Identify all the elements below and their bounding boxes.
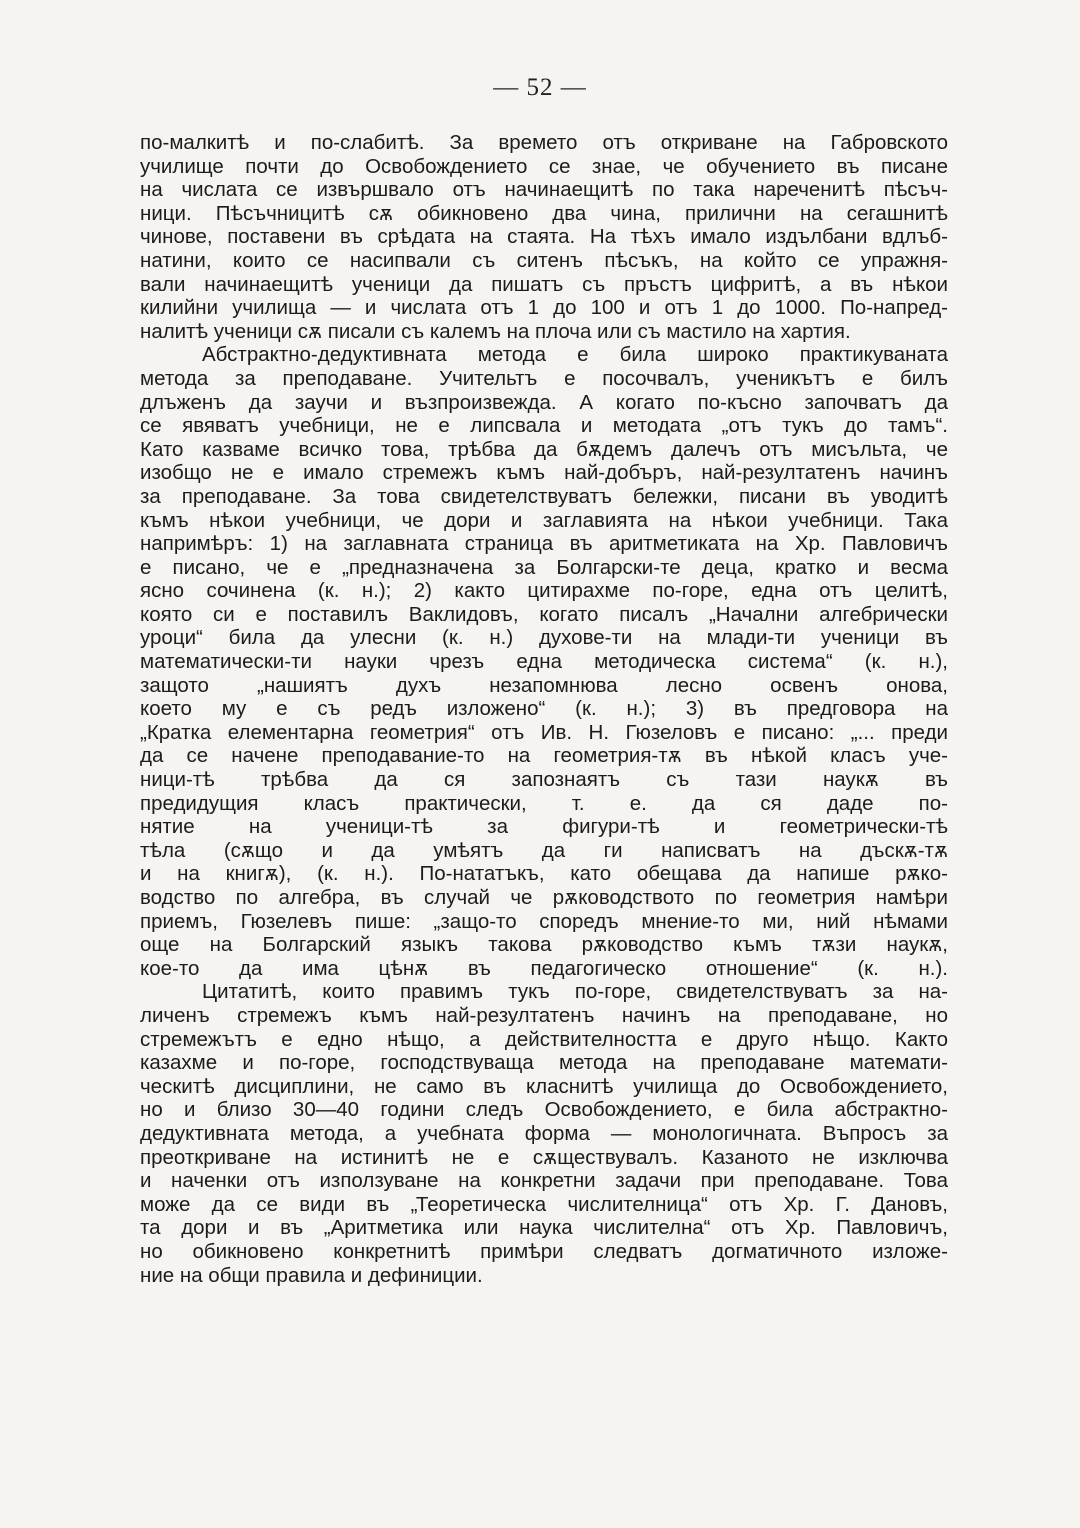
text-line: но обикновено конкретнитѣ примѣри следватъ догматичното изложе- bbox=[140, 1239, 948, 1263]
text-line: ние на общи правила и дефиниции. bbox=[140, 1263, 483, 1287]
text-line: защото „нашиятъ духъ незапомнюва лесно освенъ онова, bbox=[140, 673, 948, 697]
text-line: преоткриване на истинитѣ не е сѫществувалъ. Казаното не изключва bbox=[140, 1145, 948, 1169]
text-line: тѣла (сѫщо и да умѣятъ да ги написватъ на дъскѫ-тѫ bbox=[140, 838, 948, 862]
text-line: и наченки отъ използуване на конкретни задачи при преподаване. Това bbox=[140, 1169, 948, 1193]
text-line: къмъ нѣкои учебници, че дори и заглавията на нѣкои учебници. Така bbox=[140, 508, 948, 532]
text-line: „Кратка елементарна геометрия“ отъ Ив. Н. Гюзеловъ е писано: „... преди bbox=[140, 720, 948, 744]
text-line: математически-ти науки чрезъ една методическа система“ (к. н.), bbox=[140, 650, 948, 674]
text-line: и на книгѫ), (к. н.). По-нататъкъ, като обещава да напише рѫко- bbox=[140, 862, 948, 886]
text-line: нятие на ученици-тѣ за фигури-тѣ и геометрически-тѣ bbox=[140, 815, 948, 839]
text-line: ческитѣ дисциплини, не само въ класнитѣ училища до Освобождението, bbox=[140, 1074, 948, 1098]
text-line: дедуктивната метода, а учебната форма — монологичната. Въпросъ за bbox=[140, 1121, 948, 1145]
text-line: налитѣ ученици сѫ писали съ калемъ на плоча или съ мастило на хартия. bbox=[140, 319, 851, 343]
text-line: водство по алгебра, въ случай че рѫководството по геометрия намѣри bbox=[140, 886, 948, 909]
text-line: по-малкитѣ и по-слабитѣ. За времето отъ откриване на Габровското bbox=[140, 131, 948, 154]
text-line: предидущия класъ практически, т. е. да ся даде по- bbox=[140, 791, 948, 815]
text-line: ници. Пѣсъчницитѣ сѫ обикновено два чина, прилични на сегашнитѣ bbox=[140, 201, 948, 225]
text-line: на числата се извършвало отъ начинаещитѣ по така нареченитѣ пѣсъч- bbox=[140, 178, 948, 202]
text-line: Като казваме всичко това, трѣбва да бѫдемъ далечъ отъ мисъльта, че bbox=[140, 437, 948, 461]
text-line: метода за преподаване. Учительтъ е посочвалъ, ученикътъ е билъ bbox=[140, 366, 948, 390]
text-line: вали начинаещитѣ ученици да пишатъ съ пръстъ цифритѣ, а въ нѣкои bbox=[140, 272, 948, 296]
text-line: кое-то да има цѣнѫ въ педагогическо отношение“ (к. н.). bbox=[140, 956, 948, 980]
text-line: длъженъ да заучи и възпроизвежда. А когато по-късно започватъ да bbox=[140, 390, 948, 414]
paragraph-3 bbox=[140, 980, 948, 1287]
text-line: приемъ, Гюзелевъ пише: „защо-то споредъ мнение-то ми, ний нѣмами bbox=[140, 909, 948, 933]
text-line: изобщо не е имало стремежъ къмъ най-добъръ, най-резултатенъ начинъ bbox=[140, 461, 948, 485]
text-line: да се начене преподавание-то на геометрия-тѫ въ нѣкой класъ уче- bbox=[140, 744, 948, 768]
paragraph-1 bbox=[140, 131, 948, 343]
text-line: ници-тѣ трѣбва да ся запознаятъ съ тази наукѫ въ bbox=[140, 768, 948, 792]
text-line: Абстрактно-дедуктивната метода е била широко практикуваната bbox=[202, 343, 948, 367]
text-line: още на Болгарский языкъ такова рѫководство къмъ тѫзи наукѫ, bbox=[140, 933, 948, 957]
text-line: се явяватъ учебници, не е липсвала и методата „отъ тукъ до тамъ“. bbox=[140, 414, 948, 438]
text-line: която си е поставилъ Ваклидовъ, когато писалъ „Начални алгебрически bbox=[140, 602, 948, 626]
text-line: чинове, поставени въ срѣдата на стаята. На тѣхъ имало издълбани вдлъб- bbox=[140, 225, 948, 249]
text-line: за преподаване. За това свидетелствуватъ бележки, писани въ уводитѣ bbox=[140, 484, 948, 508]
text-line: може да се види въ „Теоретическа числителница“ отъ Хр. Г. Дановъ, bbox=[140, 1192, 948, 1216]
text-line: натини, които се насипвали съ ситенъ пѣсъкъ, на който се упражня- bbox=[140, 248, 948, 272]
body-text bbox=[140, 131, 948, 1287]
paragraph-2 bbox=[140, 343, 948, 980]
page-number: — 52 — bbox=[493, 74, 587, 101]
text-line: личенъ стремежъ къмъ най-резултатенъ начинъ на преподаване, но bbox=[140, 1003, 948, 1027]
text-line: казахме и по-горе, господствуваща метода на преподаване математи- bbox=[140, 1051, 948, 1075]
text-line: та дори и въ „Аритметика или наука числителна“ отъ Хр. Павловичъ, bbox=[140, 1216, 948, 1240]
text-line: което му е съ редъ изложено“ (к. н.); 3) въ предговора на bbox=[140, 697, 948, 721]
text-line: ясно сочинена (к. н.); 2) както цитирахме по-горе, една отъ целитѣ, bbox=[140, 579, 948, 603]
text-line: Цитатитѣ, които правимъ тукъ по-горе, свидетелствуватъ за на- bbox=[202, 980, 948, 1004]
text-line: стремежътъ е едно нѣщо, а действителността е друго нѣщо. Както bbox=[140, 1027, 948, 1051]
text-line: училище почти до Освобождението се знае, че обучението въ писане bbox=[140, 154, 948, 178]
text-line: уроци“ била да улесни (к. н.) духове-ти на млади-ти ученици въ bbox=[140, 626, 948, 650]
text-line: но и близо 30—40 години следъ Освобождението, е била абстрактно- bbox=[140, 1098, 948, 1122]
text-line: килийни училища — и числата отъ 1 до 100 и отъ 1 до 1000. По-напред- bbox=[140, 296, 948, 320]
text-line: е писано, че е „предназначена за Болгарски-те деца, кратко и весма bbox=[140, 555, 948, 579]
text-line: напримѣръ: 1) на заглавната страница въ аритметиката на Хр. Павловичъ bbox=[140, 532, 948, 556]
